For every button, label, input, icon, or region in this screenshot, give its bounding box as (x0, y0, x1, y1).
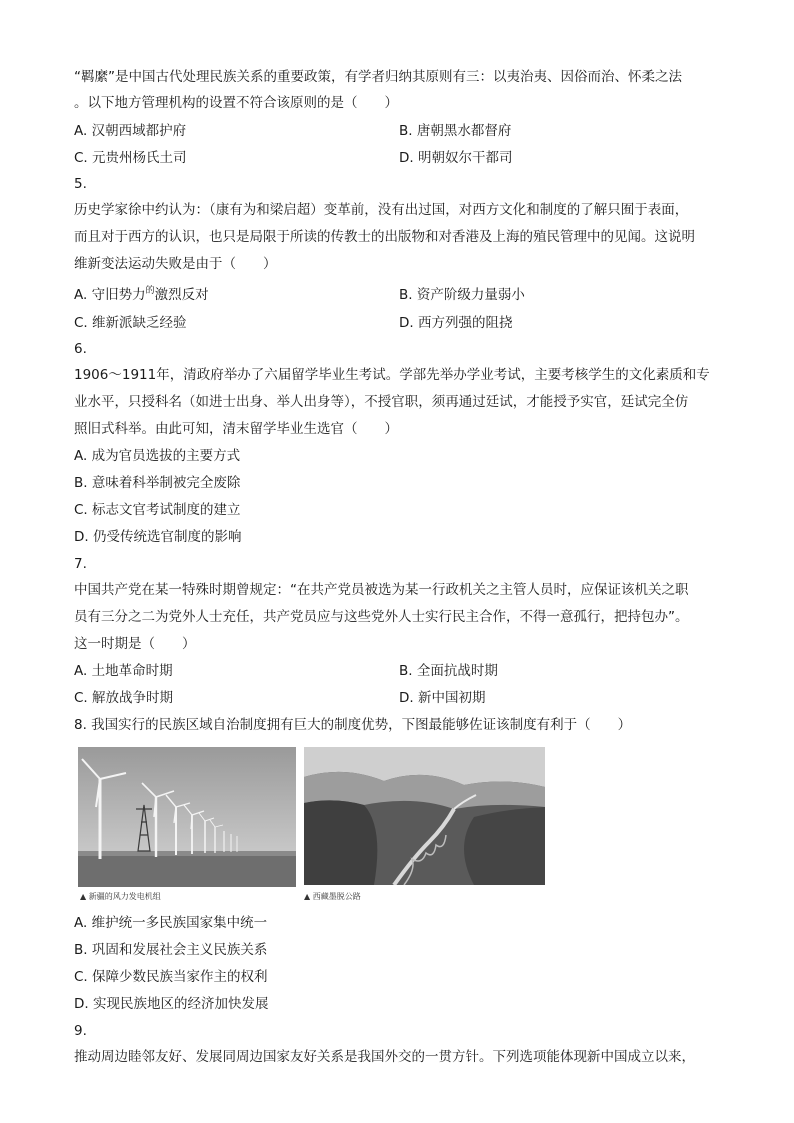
q8-stem: 8. 我国实行的民族区域自治制度拥有巨大的制度优势，下图最能够佐证该制度有利于（ ） (74, 717, 632, 733)
q5-option-d: D. 西方列强的阻挠 (399, 315, 513, 331)
q5-option-a: A. 守旧势力$^的$激烈反对 (74, 286, 209, 303)
q9-number: 9. (74, 1023, 87, 1039)
q6-stem-line-1: 1906～1911年，清政府举办了六届留学毕业生考试。学部先举办学业考试，主要考核学生的文化素质和专 (74, 367, 710, 383)
q6-option-c: C. 标志文官考试制度的建立 (74, 502, 241, 518)
q4-option-b: B. 唐朝黑水都督府 (399, 123, 512, 139)
q6-stem-line-2: 业水平，只授科名（如进士出身、举人出身等），不授官职，须再通过廷试，才能授予实官，廷试完全仿 (74, 394, 689, 410)
q5-stem-line-3: 维新变法运动失败是由于（ ） (74, 256, 277, 272)
motuo-road-photo (304, 747, 545, 885)
q6-option-b: B. 意味着科举制被完全废除 (74, 475, 241, 491)
q7-stem-line-3: 这一时期是（ ） (74, 636, 196, 652)
q7-option-c: C. 解放战争时期 (74, 690, 174, 706)
q6-stem-line-3: 照旧式科举。由此可知，清末留学毕业生选官（ ） (74, 421, 398, 437)
q8-option-a: A. 维护统一多民族国家集中统一 (74, 915, 268, 931)
q5-stem-line-1: 历史学家徐中约认为：（康有为和梁启超）变革前，没有出过国，对西方文化和制度的了解只囿于表面， (74, 202, 689, 218)
q7-option-d: D. 新中国初期 (399, 690, 486, 706)
q7-option-a: A. 土地革命时期 (74, 663, 173, 679)
q4-stem-line-2: 。以下地方管理机构的设置不符合该原则的是（ ） (74, 95, 398, 111)
q4-option-a: A. 汉朝西域都护府 (74, 123, 187, 139)
q5-option-b: B. 资产阶级力量弱小 (399, 287, 525, 303)
q8-option-c: C. 保障少数民族当家作主的权利 (74, 969, 268, 985)
q6-option-d: D. 仍受传统选官制度的影响 (74, 529, 242, 545)
q7-stem-line-1: 中国共产党在某一特殊时期曾规定：“在共产党员被选为某一行政机关之主管人员时，应保证该机关之职 (74, 582, 689, 598)
q9-stem-line-1: 推动周边睦邻友好、发展同周边国家友好关系是我国外交的一贯方针。下列选项能体现新中国成立以来， (74, 1049, 695, 1065)
wind-photo-caption: ▲ 新疆的风力发电机组 (80, 892, 161, 901)
q5-number: 5. (74, 176, 87, 192)
q6-option-a: A. 成为官员选拔的主要方式 (74, 448, 241, 464)
q7-stem-line-2: 员有三分之二为党外人士充任，共产党员应与这些党外人士实行民主合作，不得一意孤行，把持包办”。 (74, 609, 689, 625)
q5-stem-line-2: 而且对于西方的认识，也只是局限于所读的传教士的出版物和对香港及上海的殖民管理中的见闻。这说明 (74, 229, 695, 245)
q5-option-c: C. 维新派缺乏经验 (74, 315, 187, 331)
q6-number: 6. (74, 341, 87, 357)
q4-stem-line-1: “羁縻”是中国古代处理民族关系的重要政策，有学者归纳其原则有三：以夷治夷、因俗而治、怀柔之法 (74, 69, 682, 85)
q8-option-d: D. 实现民族地区的经济加快发展 (74, 996, 269, 1012)
q7-option-b: B. 全面抗战时期 (399, 663, 498, 679)
q4-option-c: C. 元贵州杨氏土司 (74, 150, 187, 166)
road-photo-caption: ▲ 西藏墨脱公路 (304, 892, 361, 901)
q4-option-d: D. 明朝奴尔干都司 (399, 150, 513, 166)
wind-turbine-photo (78, 747, 296, 887)
q7-number: 7. (74, 556, 87, 572)
q8-option-b: B. 巩固和发展社会主义民族关系 (74, 942, 268, 958)
